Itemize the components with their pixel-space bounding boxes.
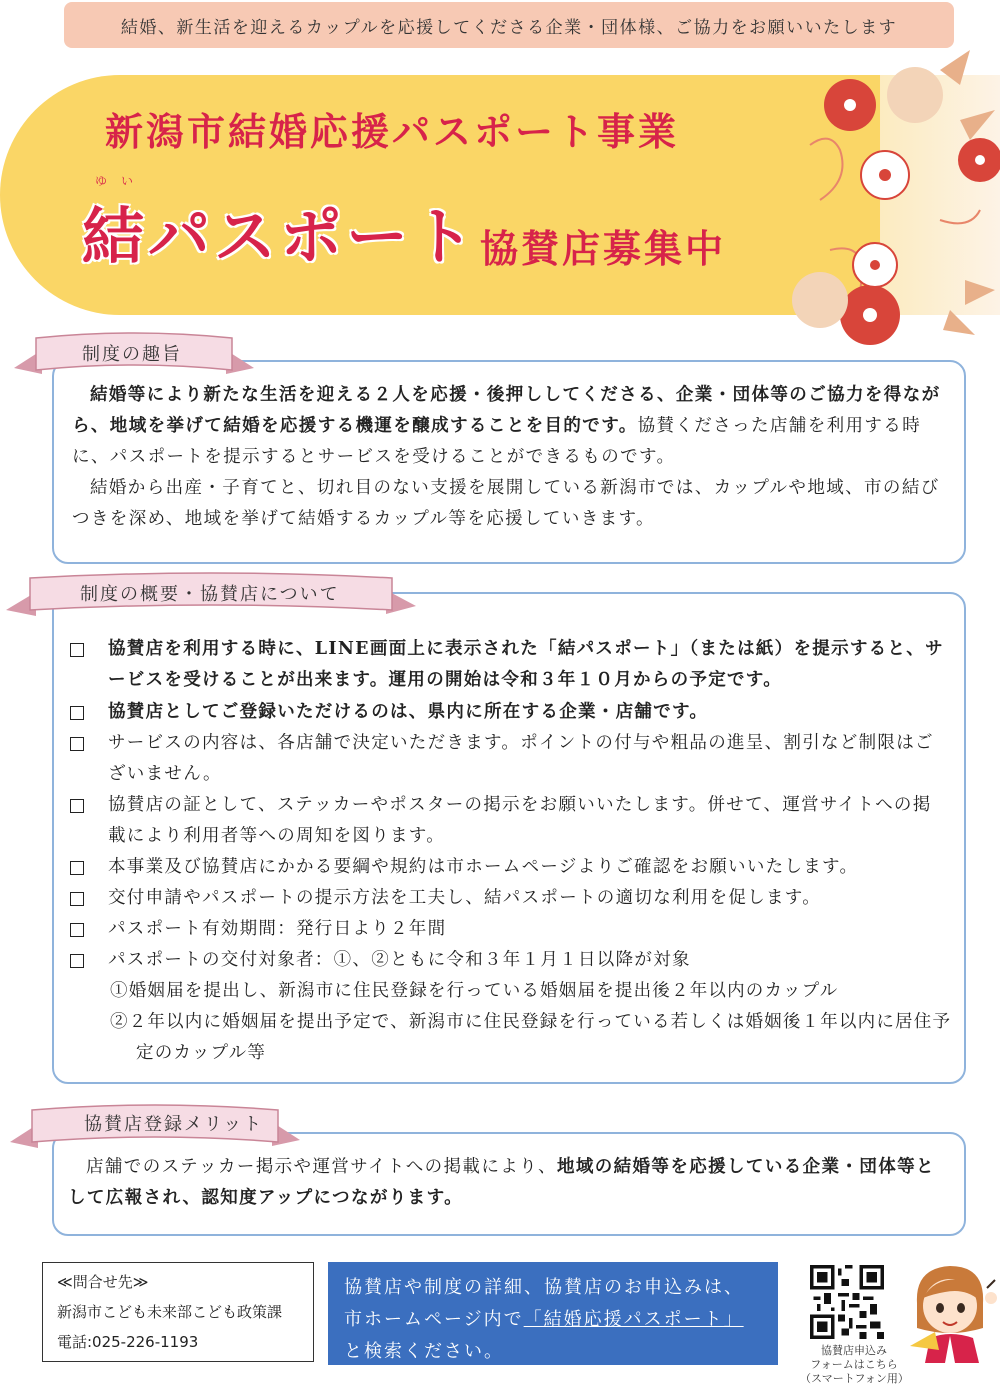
checkbox-icon <box>70 861 84 875</box>
contact-phone: 電話:025-226-1193 <box>57 1333 199 1351</box>
top-banner <box>64 2 954 48</box>
qr-caption-line: （スマートフォン用） <box>800 1372 909 1385</box>
contact-box <box>42 1262 314 1362</box>
section-merit-heading: 協賛店登録メリット <box>84 1114 264 1135</box>
checkbox-icon <box>70 923 84 937</box>
qr-caption <box>800 1344 908 1386</box>
purpose-para2: 結婚から出産・子育てと、切れ目のない支援を展開している新潟市では、カップルや地域、市の結びつきを深め、地域を挙げて結婚するカップル等を応援していきます。 <box>72 478 940 529</box>
merit-text-bold: 地域の結婚等を応援している企業・団体等として広報され、認知度アップにつながります。 <box>68 1157 935 1208</box>
top-banner-text: 結婚、新生活を迎えるカップルを応援してくださる企業・団体様、ご協力をお願いいたします <box>120 17 898 38</box>
section-purpose-heading: 制度の趣旨 <box>82 344 182 365</box>
overview-item <box>70 883 950 914</box>
section-overview-heading: 制度の概要・協賛店について <box>80 584 340 605</box>
overview-item <box>70 634 950 696</box>
section-purpose-text <box>72 380 944 535</box>
checkbox-icon <box>70 892 84 906</box>
overview-item-text: 協賛店を利用する時に、LINE画面上に表示された「結パスポート」（または紙）を提示すると、サービスを受けることが出来ます。運用の開始は令和３年１０月からの予定です。 <box>108 639 944 690</box>
purpose-para1-bold: 結婚等により新たな生活を迎える２人を応援・後押ししてくださる、企業・団体等のご協力を得ながら、地域を挙げて結婚を応援する機運を醸成することを目的です。 <box>72 385 941 436</box>
hero-subtitle: 協賛店募集中 <box>480 226 727 271</box>
checkbox-icon <box>70 706 84 720</box>
qr-code-icon[interactable] <box>810 1265 884 1339</box>
contact-label: ≪問合せ先≫ <box>57 1273 149 1291</box>
hero-main-title: 結パスポート <box>82 200 479 273</box>
eligibility-sub2: ②２年以内に婚姻届を提出予定で、新潟市に住民登録を行っている若しくは婚姻後１年以内に居住予定のカップル等 <box>110 1012 952 1063</box>
qr-caption-line: フォームはこちら <box>810 1358 898 1371</box>
cta-box <box>328 1262 778 1365</box>
checkbox-icon <box>70 799 84 813</box>
checkbox-icon <box>70 643 84 657</box>
overview-item <box>70 914 950 945</box>
hero-ruby: ゆい <box>95 174 148 188</box>
mascot-illustration <box>905 1258 1000 1363</box>
overview-item <box>70 728 950 790</box>
overview-item-text: パスポート有効期間：発行日より２年間 <box>108 919 447 939</box>
cta-line3: と検索ください。 <box>344 1341 504 1362</box>
overview-item-text: 本事業及び協賛店にかかる要綱や規約は市ホームページよりご確認をお願いいたします。 <box>108 857 859 877</box>
overview-item-text: サービスの内容は、各店舗で決定いただきます。ポイントの付与や粗品の進呈、割引など制限はございません。 <box>108 733 934 784</box>
overview-item-text: パスポートの交付対象者：①、②ともに令和３年１月１日以降が対象 <box>108 950 691 970</box>
overview-item-text: 交付申請やパスポートの提示方法を工夫し、結パスポートの適切な利用を促します。 <box>108 888 821 908</box>
hero-title: 新潟市結婚応援パスポート事業 <box>105 109 680 154</box>
overview-item <box>70 852 950 883</box>
overview-item <box>70 697 950 728</box>
overview-item <box>70 790 950 852</box>
cta-line2: 市ホームページ内で <box>344 1309 524 1330</box>
search-keyword-link[interactable]: 「結婚応援パスポート」 <box>523 1309 744 1330</box>
contact-department: 新潟市こども未来部こども政策課 <box>57 1303 283 1321</box>
merit-text-normal: 店舗でのステッカー掲示や運営サイトへの掲載により、 <box>86 1157 557 1177</box>
eligibility-sub1: ①婚姻届を提出し、新潟市に住民登録を行っている婚姻届を提出後２年以内のカップル <box>110 981 839 1001</box>
checkbox-icon <box>70 954 84 968</box>
overview-item-text: 協賛店の証として、ステッカーやポスターの掲示をお願いいたします。併せて、運営サイトへの掲載により利用者等への周知を図ります。 <box>108 795 932 846</box>
overview-item-text: 協賛店としてご登録いただけるのは、県内に所在する企業・店舗です。 <box>108 702 709 722</box>
overview-item <box>70 945 950 976</box>
qr-caption-line: 協賛店申込み <box>821 1344 887 1357</box>
cta-line1: 協賛店や制度の詳細、協賛店のお申込みは、 <box>344 1277 744 1298</box>
section-merit-text <box>68 1152 948 1214</box>
plum-blossom-decoration <box>790 50 1000 350</box>
checkbox-icon <box>70 737 84 751</box>
hero-header <box>0 75 1000 315</box>
purpose-para1-rest: 協賛くださった店舗を利用する時に、パスポートを提示するとサービスを受けることができるものです。 <box>72 416 922 467</box>
